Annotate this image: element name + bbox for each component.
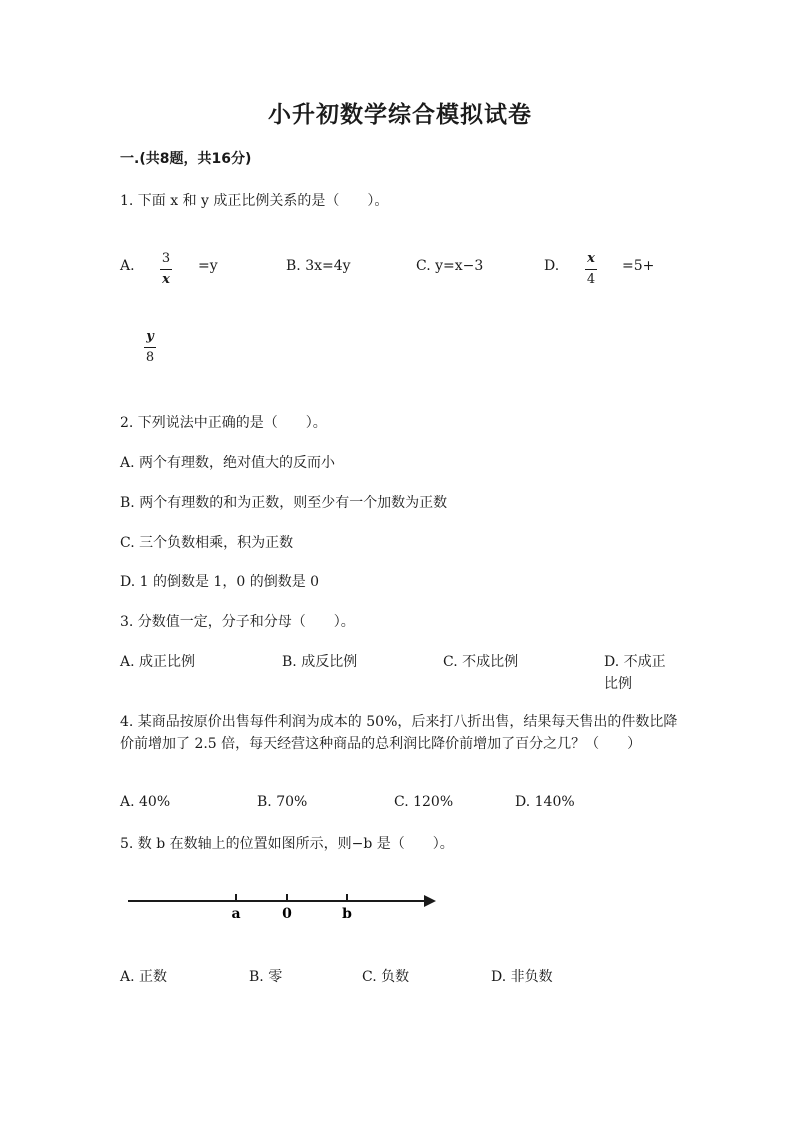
q3-option-d: D. 不成正比例 — [604, 654, 666, 692]
number-line-arrow — [424, 895, 436, 907]
number-line-figure — [120, 880, 450, 930]
q5-option-a: A. 正数 — [120, 969, 168, 985]
fraction-denominator: x — [162, 272, 170, 287]
label-a: a — [231, 906, 241, 922]
question-3-stem: 3. 分数值一定，分子和分母（ ）。 — [120, 614, 355, 630]
q1-option-a-fraction — [160, 251, 172, 288]
q5-option-c: C. 负数 — [362, 969, 410, 985]
q2-option-c: C. 三个负数相乘，积为正数 — [120, 535, 294, 551]
label-zero: 0 — [282, 906, 292, 922]
label-b: b — [342, 906, 352, 922]
q2-option-a: A. 两个有理数，绝对值大的反而小 — [120, 455, 336, 471]
q1-option-d-middle: =5+ — [622, 258, 655, 274]
q1-option-c: C. y=x−3 — [416, 258, 484, 274]
q4-option-b: B. 70% — [257, 794, 308, 810]
q1-option-a-label: A. — [120, 258, 135, 274]
q3-option-b: B. 成反比例 — [282, 654, 358, 670]
q1-option-d-fraction-1 — [585, 251, 597, 288]
fraction-denominator: 8 — [145, 350, 155, 365]
fraction-bar — [160, 269, 172, 270]
fraction-bar — [585, 269, 597, 270]
section-heading: 一.(共8题，共16分) — [120, 151, 252, 167]
q1-option-d-label: D. — [544, 258, 560, 274]
q1-option-b: B. 3x=4y — [286, 258, 351, 274]
q4-option-d: D. 140% — [515, 794, 575, 810]
q2-option-d: D. 1 的倒数是 1，0 的倒数是 0 — [120, 574, 320, 590]
fraction-numerator: 3 — [161, 251, 171, 266]
q2-option-b: B. 两个有理数的和为正数，则至少有一个加数为正数 — [120, 495, 448, 511]
q1-option-a-tail: =y — [198, 258, 218, 274]
q1-option-d-fraction-2 — [144, 329, 156, 366]
q3-option-c: C. 不成比例 — [443, 654, 519, 670]
fraction-bar — [144, 347, 156, 348]
fraction-numerator: x — [587, 251, 595, 266]
question-5-stem: 5. 数 b 在数轴上的位置如图所示，则−b 是（ ）。 — [120, 836, 454, 852]
question-2-stem: 2. 下列说法中正确的是（ ）。 — [120, 415, 327, 431]
fraction-numerator: y — [146, 329, 154, 344]
page-title: 小升初数学综合模拟试卷 — [268, 102, 532, 128]
q5-option-d: D. 非负数 — [491, 969, 553, 985]
question-4-stem: 4. 某商品按原价出售每件利润为成本的 50%，后来打八折出售，结果每天售出的件数比降价前增加了 2.5 倍，每天经营这种商品的总利润比降价前增加了百分之几？（ ） — [120, 714, 678, 752]
q3-option-a: A. 成正比例 — [120, 654, 196, 670]
q4-option-a: A. 40% — [120, 794, 171, 810]
q5-option-b: B. 零 — [249, 969, 283, 985]
q4-option-c: C. 120% — [394, 794, 454, 810]
fraction-denominator: 4 — [586, 272, 596, 287]
question-1-stem: 1. 下面 x 和 y 成正比例关系的是（ ）。 — [120, 193, 389, 209]
